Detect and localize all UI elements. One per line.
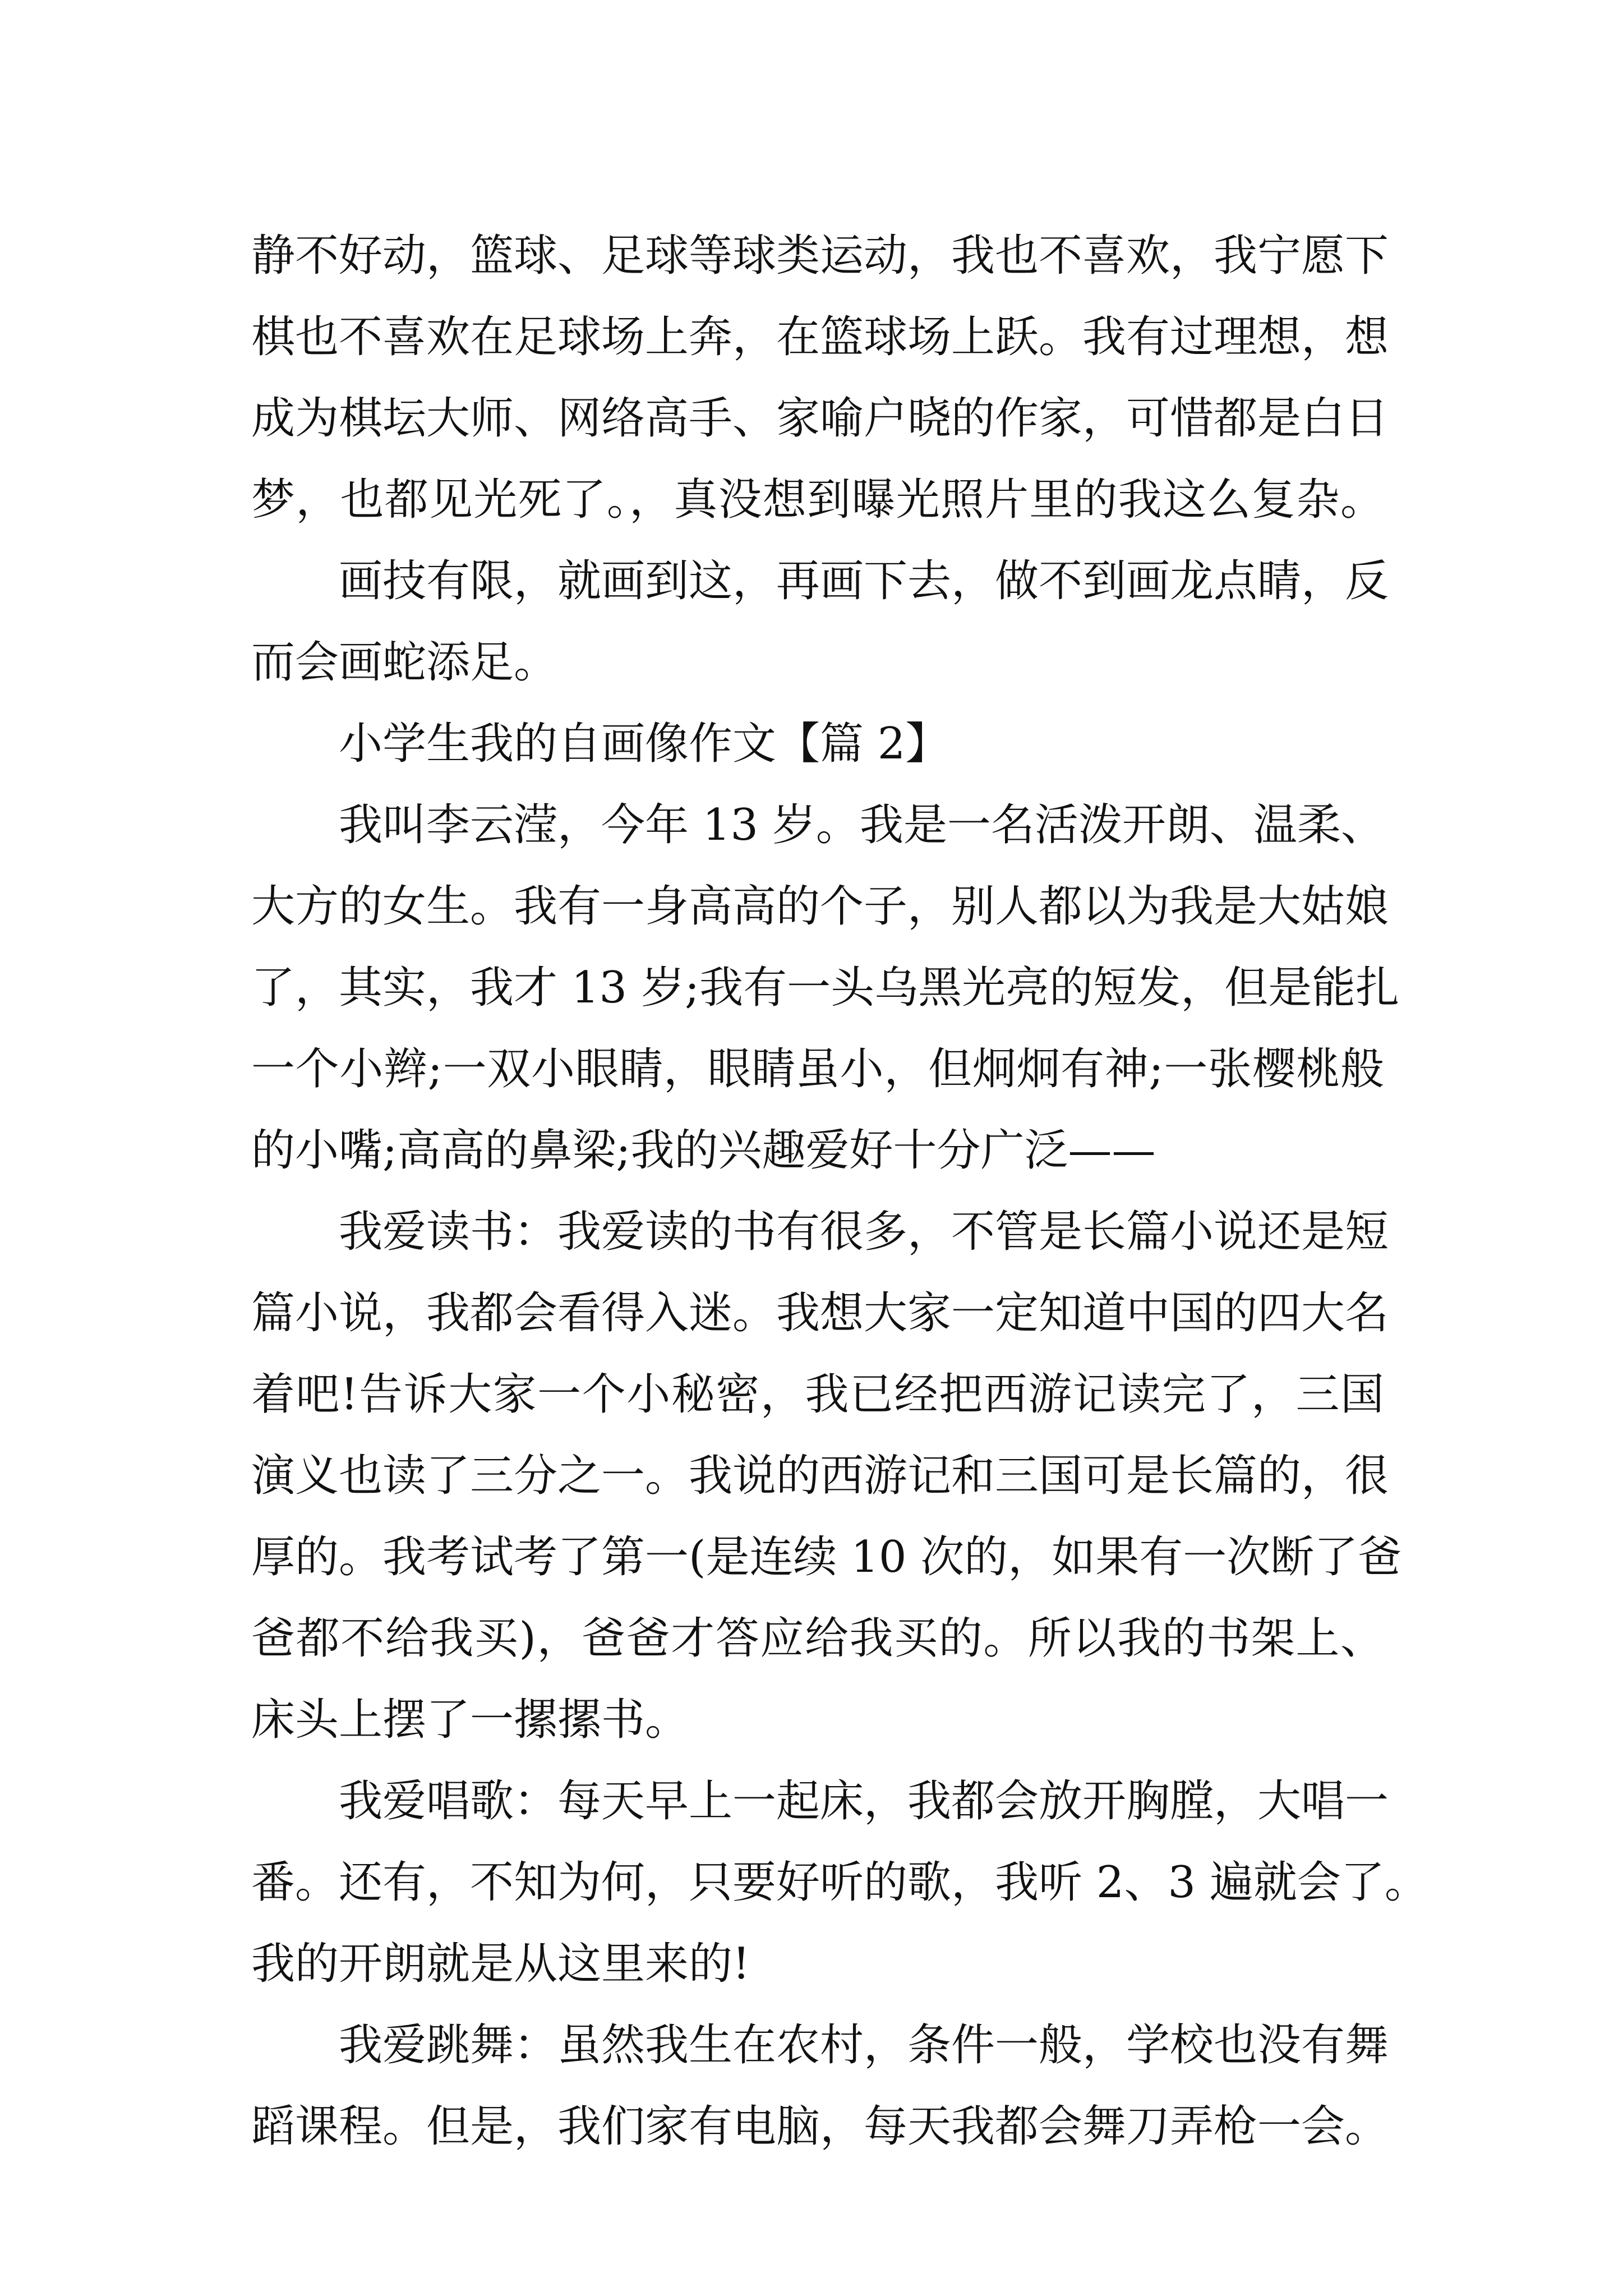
text-line: 静不好动，篮球、足球等球类运动，我也不喜欢，我宁愿下 xyxy=(251,231,1389,281)
text-line: 我的开朗就是从这里来的! xyxy=(251,1939,750,1989)
heading-text: 小学生我的自画像作文【篇 2】 xyxy=(339,719,949,769)
text-line: 的小嘴;高高的鼻梁;我的兴趣爱好十分广泛—— xyxy=(251,1125,1156,1176)
document-body xyxy=(251,215,1428,2168)
text-line: 梦，也都见光死了。，真没想到曝光照片里的我这么复杂。 xyxy=(251,475,1384,525)
text-line: 而会画蛇添足。 xyxy=(251,637,558,688)
paragraph xyxy=(251,1761,1428,2005)
paragraph xyxy=(251,541,1389,703)
text-line: 蹈课程。但是，我们家有电脑，每天我都会舞刀弄枪一会。 xyxy=(251,2101,1389,2152)
text-line: 我爱唱歌：每天早上一起床，我都会放开胸膛，大唱一 xyxy=(339,1776,1389,1826)
text-line: 厚的。我考试考了第一(是连续 10 次的，如果有一次断了爸 xyxy=(251,1532,1402,1582)
text-line: 棋也不喜欢在足球场上奔，在篮球场上跃。我有过理想，想 xyxy=(251,312,1389,362)
text-line: 爸都不给我买)，爸爸才答应给我买的。所以我的书架上、 xyxy=(251,1613,1384,1664)
paragraph xyxy=(251,785,1400,1191)
text-line: 我爱跳舞：虽然我生在农村，条件一般，学校也没有舞 xyxy=(339,2020,1389,2070)
paragraph xyxy=(251,215,1389,541)
text-line: 大方的女生。我有一身高高的个子，别人都以为我是大姑娘 xyxy=(251,881,1389,932)
text-line: 床头上摆了一摞摞书。 xyxy=(251,1695,689,1745)
text-line: 篇小说，我都会看得入迷。我想大家一定知道中国的四大名 xyxy=(251,1288,1389,1338)
paragraph xyxy=(251,1191,1402,1761)
text-line: 我爱读书：我爱读的书有很多，不管是长篇小说还是短 xyxy=(339,1207,1389,1257)
section-heading xyxy=(251,703,1384,785)
paragraph xyxy=(251,2005,1389,2168)
text-line: 了，其实，我才 13 岁;我有一头乌黑光亮的短发，但是能扎 xyxy=(251,963,1400,1013)
text-line: 画技有限，就画到这，再画下去，做不到画龙点睛，反 xyxy=(339,556,1389,606)
text-line: 我叫李云滢，今年 13 岁。我是一名活泼开朗、温柔、 xyxy=(339,800,1385,850)
text-line: 着吧!告诉大家一个小秘密，我已经把西游记读完了，三国 xyxy=(251,1369,1384,1420)
text-line: 成为棋坛大师、网络高手、家喻户晓的作家，可惜都是白日 xyxy=(251,393,1389,444)
text-line: 番。还有，不知为何，只要好听的歌，我听 2、3 遍就会了。 xyxy=(251,1857,1428,1908)
text-line: 演义也读了三分之一。我说的西游记和三国可是长篇的，很 xyxy=(251,1451,1389,1501)
text-line: 一个小辫;一双小眼睛，眼睛虽小，但炯炯有神;一张樱桃般 xyxy=(251,1044,1384,1094)
